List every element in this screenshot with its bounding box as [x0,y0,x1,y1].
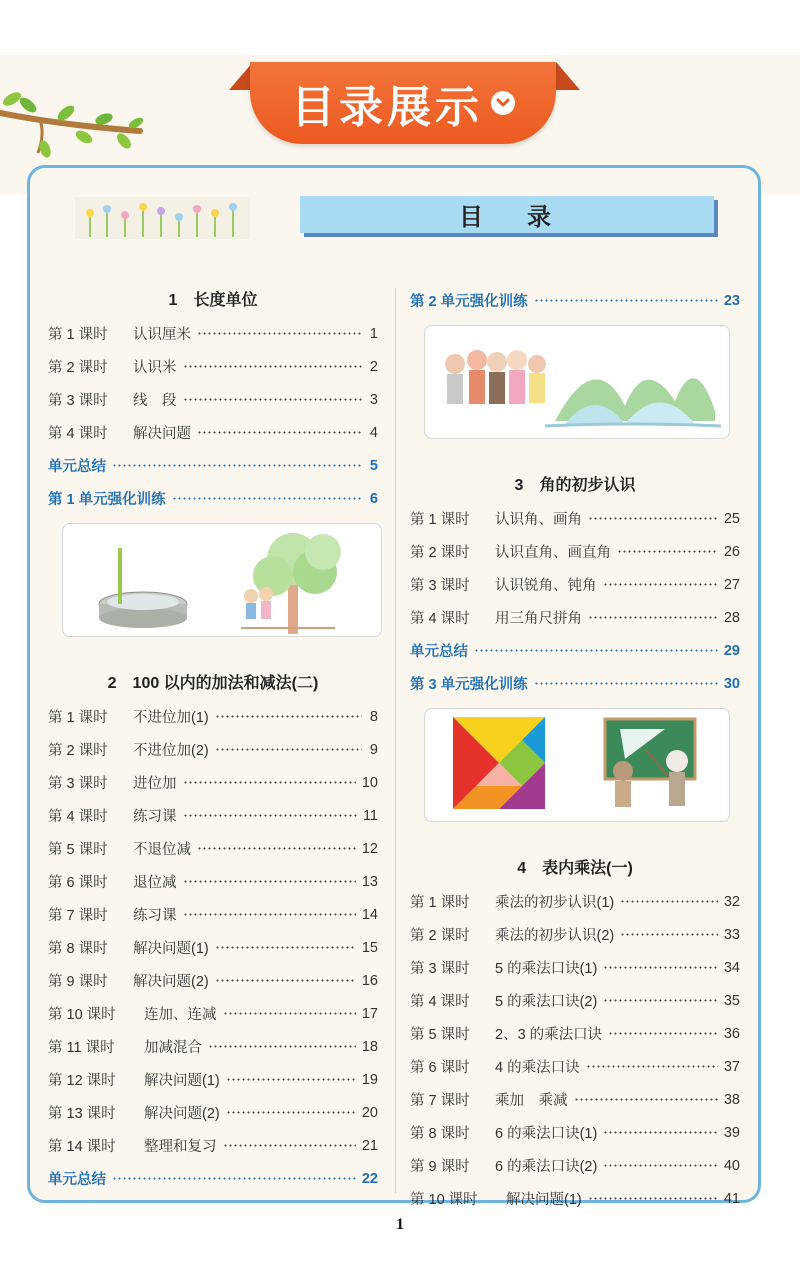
toc-entry[interactable] [48,898,378,931]
dot-leader [588,517,718,520]
page-number: 33 [723,926,740,943]
toc-entry[interactable] [48,997,378,1030]
page-number: 22 [361,1170,378,1187]
dot-leader [112,1177,356,1180]
lesson-title: 认识米 [133,360,177,376]
lesson-title: 不退位减 [133,842,191,858]
toc-column-left [48,284,378,1195]
lesson-label: 第 10 课时 [410,1192,478,1208]
page-number: 6 [369,490,378,507]
toc-title-char-1: 目 [459,204,487,231]
toc-entry[interactable] [410,568,740,601]
well-and-tree-illustration [63,524,381,636]
dot-leader [215,979,356,982]
page-title: 目录展示 [291,83,483,132]
lesson-label: 第 6 课时 [48,875,108,891]
lesson-title: 用三角尺拼角 [495,611,582,627]
lesson-title: 解决问题(2) [133,974,209,990]
lesson-title: 练习课 [133,809,177,825]
toc-entry[interactable] [410,1116,740,1149]
lesson-label: 第 3 课时 [48,776,108,792]
page-number: 17 [361,1005,378,1022]
page-number: 26 [723,543,740,560]
lesson-title: 解决问题 [133,426,191,442]
toc-entry-summary[interactable] [48,1162,378,1195]
dot-leader [208,1045,356,1048]
training-title: 第 1 单元强化训练 [48,492,166,508]
dot-leader [197,332,362,335]
lesson-title: 乘法的初步认识(2) [495,928,615,944]
page-number: 13 [361,873,378,890]
toc-entry[interactable] [410,1050,740,1083]
dot-leader [112,464,362,467]
dot-leader [215,946,356,949]
page-number: 2 [369,358,378,375]
dot-leader [617,550,718,553]
dot-leader [603,583,718,586]
tree-branch-decoration [0,85,150,165]
page-number: 27 [723,576,740,593]
summary-title: 单元总结 [48,459,106,475]
toc-entry[interactable] [48,766,378,799]
unit3-illustration [424,708,730,822]
page-number: 8 [369,708,378,725]
dot-leader [215,715,362,718]
unit-heading: 3 角的初步认识 [514,477,636,494]
lesson-label: 第 7 课时 [410,1093,470,1109]
lesson-label: 第 3 课时 [48,393,108,409]
page-number: 1 [369,325,378,342]
lesson-title: 解决问题(1) [506,1192,582,1208]
dot-leader [588,616,718,619]
lesson-title: 认识角、画角 [495,512,582,528]
lesson-label: 第 8 课时 [48,941,108,957]
toc-entry[interactable] [48,317,378,350]
dot-leader [588,1197,718,1200]
toc-title-char-2: 录 [527,204,555,231]
lesson-title: 认识厘米 [133,327,191,343]
page-number: 21 [361,1137,378,1154]
dot-leader [586,1065,718,1068]
flowers-decoration [75,197,250,239]
page-number: 10 [361,774,378,791]
lesson-label: 第 1 课时 [48,327,108,343]
page-number: 9 [369,741,378,758]
lesson-title: 认识直角、画直角 [495,545,611,561]
lesson-label: 第 4 课时 [410,994,470,1010]
toc-title [300,196,714,233]
unit-heading: 2 100 以内的加法和减法(二) [107,675,319,692]
lesson-title: 解决问题(2) [144,1106,220,1122]
lesson-label: 第 5 课时 [48,842,108,858]
column-divider [395,288,396,1193]
page-number: 5 [369,457,378,474]
toc-entry[interactable] [410,1083,740,1116]
toc-entry[interactable] [48,1096,378,1129]
toc-entry[interactable] [48,416,378,449]
page-number: 20 [361,1104,378,1121]
training-title: 第 2 单元强化训练 [410,294,528,310]
page-number: 14 [361,906,378,923]
page-number: 41 [723,1190,740,1207]
lesson-title: 解决问题(1) [144,1073,220,1089]
dot-leader [226,1111,356,1114]
dot-leader [608,1032,718,1035]
toc-entry[interactable] [48,931,378,964]
page-number: 39 [723,1124,740,1141]
toc-entry[interactable] [410,1017,740,1050]
toc-entry-training[interactable] [410,284,740,317]
lesson-title: 解决问题(1) [133,941,209,957]
lesson-label: 第 1 课时 [410,895,470,911]
lesson-title: 乘加 乘减 [495,1093,568,1109]
dot-leader [534,682,718,685]
dot-leader [603,999,718,1002]
unit1-illustration [62,523,382,637]
lesson-title: 6 的乘法口诀(1) [495,1126,598,1142]
dot-leader [474,649,718,652]
lesson-label: 第 7 课时 [48,908,108,924]
page-number: 38 [723,1091,740,1108]
dot-leader [603,966,718,969]
lesson-title: 6 的乘法口诀(2) [495,1159,598,1175]
dot-leader [574,1098,718,1101]
toc-entry-training[interactable] [410,667,740,700]
dot-leader [183,365,363,368]
lesson-title: 线 段 [133,393,177,409]
lesson-title: 2、3 的乘法口诀 [495,1027,603,1043]
lesson-label: 第 5 课时 [410,1027,470,1043]
dot-leader [197,847,356,850]
lesson-title: 不进位加(2) [133,743,209,759]
lesson-label: 第 2 课时 [410,545,470,561]
page-number: 11 [362,807,378,824]
toc-entry[interactable] [48,1030,378,1063]
summary-title: 单元总结 [48,1172,106,1188]
page-number: 40 [723,1157,740,1174]
toc-entry[interactable] [410,984,740,1017]
page-number: 32 [723,893,740,910]
lesson-title: 5 的乘法口诀(2) [495,994,598,1010]
toc-entry-summary[interactable] [48,449,378,482]
lesson-label: 第 3 课时 [410,961,470,977]
toc-entry-summary[interactable] [410,634,740,667]
toc-entry[interactable] [48,350,378,383]
dot-leader [223,1012,356,1015]
lesson-title: 整理和复习 [144,1139,217,1155]
toc-entry[interactable] [410,918,740,951]
toc-entry[interactable] [410,951,740,984]
toc-entry[interactable] [48,383,378,416]
toc-entry-training[interactable] [48,482,378,515]
toc-entry[interactable] [48,832,378,865]
page-number: 35 [723,992,740,1009]
dot-leader [183,398,363,401]
lesson-title: 乘法的初步认识(1) [495,895,615,911]
banner-wing-right [556,62,580,90]
lesson-title: 加减混合 [144,1040,202,1056]
page-number: 28 [723,609,740,626]
toc-entry[interactable] [48,964,378,997]
characters-and-mountains-illustration [425,326,729,438]
unit-heading: 1 长度单位 [168,292,258,309]
page-number: 34 [723,959,740,976]
toc-entry[interactable] [48,865,378,898]
lesson-label: 第 1 课时 [410,512,470,528]
lesson-label: 第 4 课时 [48,426,108,442]
page-number: 36 [723,1025,740,1042]
toc-entry[interactable] [410,885,740,918]
chevron-down-icon [491,91,515,115]
lesson-label: 第 13 课时 [48,1106,116,1122]
unit-heading: 4 表内乘法(一) [517,860,633,877]
lesson-label: 第 8 课时 [410,1126,470,1142]
lesson-label: 第 4 课时 [48,809,108,825]
page-number: 18 [361,1038,378,1055]
page-number: 12 [361,840,378,857]
lesson-title: 不进位加(1) [133,710,209,726]
training-title: 第 3 单元强化训练 [410,677,528,693]
dot-leader [620,933,718,936]
dot-leader [226,1078,356,1081]
dot-leader [183,913,356,916]
lesson-title: 5 的乘法口诀(1) [495,961,598,977]
lesson-label: 第 11 课时 [48,1040,115,1056]
dot-leader [183,814,357,817]
dot-leader [172,497,362,500]
page-number: 23 [723,292,740,309]
dot-leader [183,781,356,784]
toc-entry[interactable] [410,1182,740,1215]
lesson-label: 第 2 课时 [410,928,470,944]
page-number: 30 [723,675,740,692]
toc-entry[interactable] [48,1129,378,1162]
toc-entry[interactable] [410,535,740,568]
toc-entry[interactable] [410,601,740,634]
lesson-label: 第 3 课时 [410,578,470,594]
dot-leader [223,1144,356,1147]
unit2-illustration [424,325,730,439]
lesson-title: 连加、连减 [144,1007,217,1023]
toc-entry[interactable] [48,733,378,766]
lesson-label: 第 1 课时 [48,710,108,726]
dot-leader [215,748,362,751]
toc-column-right [410,284,740,1215]
page-number: 3 [369,391,378,408]
lesson-title: 退位减 [133,875,177,891]
lesson-title: 练习课 [133,908,177,924]
page-number: 25 [723,510,740,527]
lesson-label: 第 4 课时 [410,611,470,627]
toc-entry[interactable] [410,502,740,535]
page-number: 19 [361,1071,378,1088]
page-number: 15 [361,939,378,956]
page-number: 4 [369,424,378,441]
page-number: 29 [723,642,740,659]
lesson-label: 第 2 课时 [48,360,108,376]
footer-page-number: 1 [396,1216,404,1233]
toc-entry[interactable] [48,1063,378,1096]
lesson-label: 第 2 课时 [48,743,108,759]
dot-leader [197,431,362,434]
page-title-banner [250,62,556,144]
lesson-label: 第 10 课时 [48,1007,116,1023]
page-number: 16 [361,972,378,989]
dot-leader [534,299,718,302]
lesson-title: 4 的乘法口诀 [495,1060,580,1076]
summary-title: 单元总结 [410,644,468,660]
tangram-and-teacher-illustration [425,709,729,821]
dot-leader [620,900,718,903]
lesson-label: 第 6 课时 [410,1060,470,1076]
dot-leader [603,1131,718,1134]
dot-leader [603,1164,718,1167]
lesson-label: 第 9 课时 [410,1159,470,1175]
toc-entry[interactable] [410,1149,740,1182]
dot-leader [183,880,356,883]
lesson-title: 认识锐角、钝角 [495,578,597,594]
lesson-title: 进位加 [133,776,177,792]
lesson-label: 第 9 课时 [48,974,108,990]
page-number: 37 [723,1058,740,1075]
toc-entry[interactable] [48,799,378,832]
lesson-label: 第 12 课时 [48,1073,116,1089]
toc-entry[interactable] [48,700,378,733]
lesson-label: 第 14 课时 [48,1139,116,1155]
